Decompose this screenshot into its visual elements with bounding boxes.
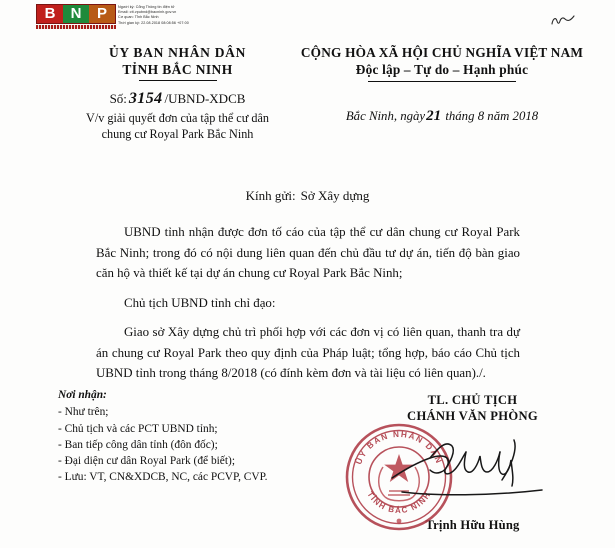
- seal-text-top: ỦY BAN NHÂN DÂN: [354, 429, 444, 466]
- distribution-list: [58, 387, 333, 486]
- list-item: - Ban tiếp công dân tỉnh (đôn đốc);: [58, 438, 218, 451]
- signer-role-line-2: CHÁNH VĂN PHÒNG: [407, 409, 538, 423]
- signature-agency: Cơ quan: Tỉnh Bắc Ninh: [118, 15, 159, 20]
- svg-text:TỈNH BẮC NINH: [365, 490, 432, 515]
- issuer-line-2: TỈNH BẮC NINH: [122, 62, 233, 77]
- place-and-date: [292, 108, 592, 125]
- recipient-label: Kính gửi:: [245, 188, 296, 203]
- nation-line-1: CỘNG HÒA XÃ HỘI CHỦ NGHĨA VIỆT NAM: [300, 45, 584, 60]
- handwritten-corner-mark: [549, 13, 577, 29]
- document-subject: [50, 110, 305, 142]
- document-number-value: 3154: [128, 90, 163, 107]
- bnp-letter-n: N: [63, 5, 89, 23]
- date-year: 2018: [512, 109, 539, 123]
- signature-time: Thời gian ký: 22.08.2018 08:08:56 +07:00: [118, 20, 189, 25]
- bnp-logo: [36, 4, 116, 29]
- bnp-logo-letters: [36, 4, 116, 24]
- svg-text:ỦY BAN NHÂN DÂN: [352, 429, 443, 465]
- distribution-items: [58, 404, 333, 485]
- list-item: - Như trên;: [58, 406, 109, 419]
- signature-email: Email: ctt.vpubnd@bacninh.gov.vn: [118, 10, 177, 15]
- document-number-prefix: Số:: [109, 91, 127, 106]
- issuer-header: [60, 44, 295, 81]
- signer-role-line-1: TL. CHỦ TỊCH: [427, 393, 518, 407]
- document-body: [96, 222, 520, 393]
- year-label: năm: [487, 109, 510, 123]
- list-item: - Đại diện cư dân Royal Park (để biết);: [58, 455, 235, 468]
- bnp-logo-bar: [36, 25, 116, 29]
- official-seal: [343, 421, 455, 533]
- body-paragraph-2: Chủ tịch UBND tỉnh chỉ đạo:: [124, 295, 276, 310]
- signature-signer: Người ký: Cổng Thông tin điện tử: [118, 5, 175, 9]
- bnp-letter-b: B: [37, 5, 63, 23]
- signer-name: Trịnh Hữu Hùng: [425, 518, 520, 532]
- month-label: tháng: [445, 109, 475, 123]
- document-number-suffix: /UBND-XDCB: [164, 91, 246, 106]
- date-month: 8: [477, 109, 485, 123]
- subject-line-1: V/v giải quyết đơn của tập thể cư dân: [86, 111, 269, 125]
- place-label: Bắc Ninh, ngày: [345, 109, 426, 123]
- list-item: - Chủ tịch và các PCT UBND tỉnh;: [58, 422, 218, 435]
- date-day: 21: [426, 108, 442, 124]
- bnp-letter-p: P: [89, 5, 115, 23]
- subject-line-2: chung cư Royal Park Bắc Ninh: [101, 127, 254, 141]
- document-number: [60, 90, 295, 108]
- recipient-line: [0, 188, 615, 204]
- national-header: [292, 44, 592, 82]
- issuer-line-1: ỦY BAN NHÂN DÂN: [108, 45, 247, 60]
- recipient-name: Sở Xây dựng: [300, 188, 370, 203]
- issuer-underline: [139, 80, 217, 81]
- nation-underline: [368, 81, 516, 82]
- digital-signature-text: [118, 5, 189, 26]
- body-paragraph-3: Giao sở Xây dựng chủ trì phối hợp với các đơn vị có liên quan, thanh tra dự án chung cư Royal Park theo quy định của Pháp luật; tổng hợp, báo cáo Chủ tịch UBND tỉnh trong tháng 8/2018 (có đính kèm đơn và tài liệu có liên quan)./.: [96, 325, 520, 380]
- list-item: - Lưu: VT, CN&XDCB, NC, các PCVP, CVP.: [58, 471, 268, 484]
- distribution-title: Nơi nhận:: [58, 389, 107, 401]
- body-paragraph-1: UBND tỉnh nhận được đơn tố cáo của tập thể cư dân chung cư Royal Park Bắc Ninh; trong đó có nội dung liên quan đến chủ đầu tư dự án, tiến độ bàn giao căn hộ và thiết kế tại dự án chung cư Royal Park Bắc Ninh;: [96, 225, 520, 280]
- seal-text-bottom: TỈNH BẮC NINH: [365, 489, 433, 516]
- handwritten-signature: [390, 430, 575, 515]
- nation-line-2: Độc lập – Tự do – Hạnh phúc: [355, 62, 529, 77]
- digital-signature-stamp: [36, 4, 189, 29]
